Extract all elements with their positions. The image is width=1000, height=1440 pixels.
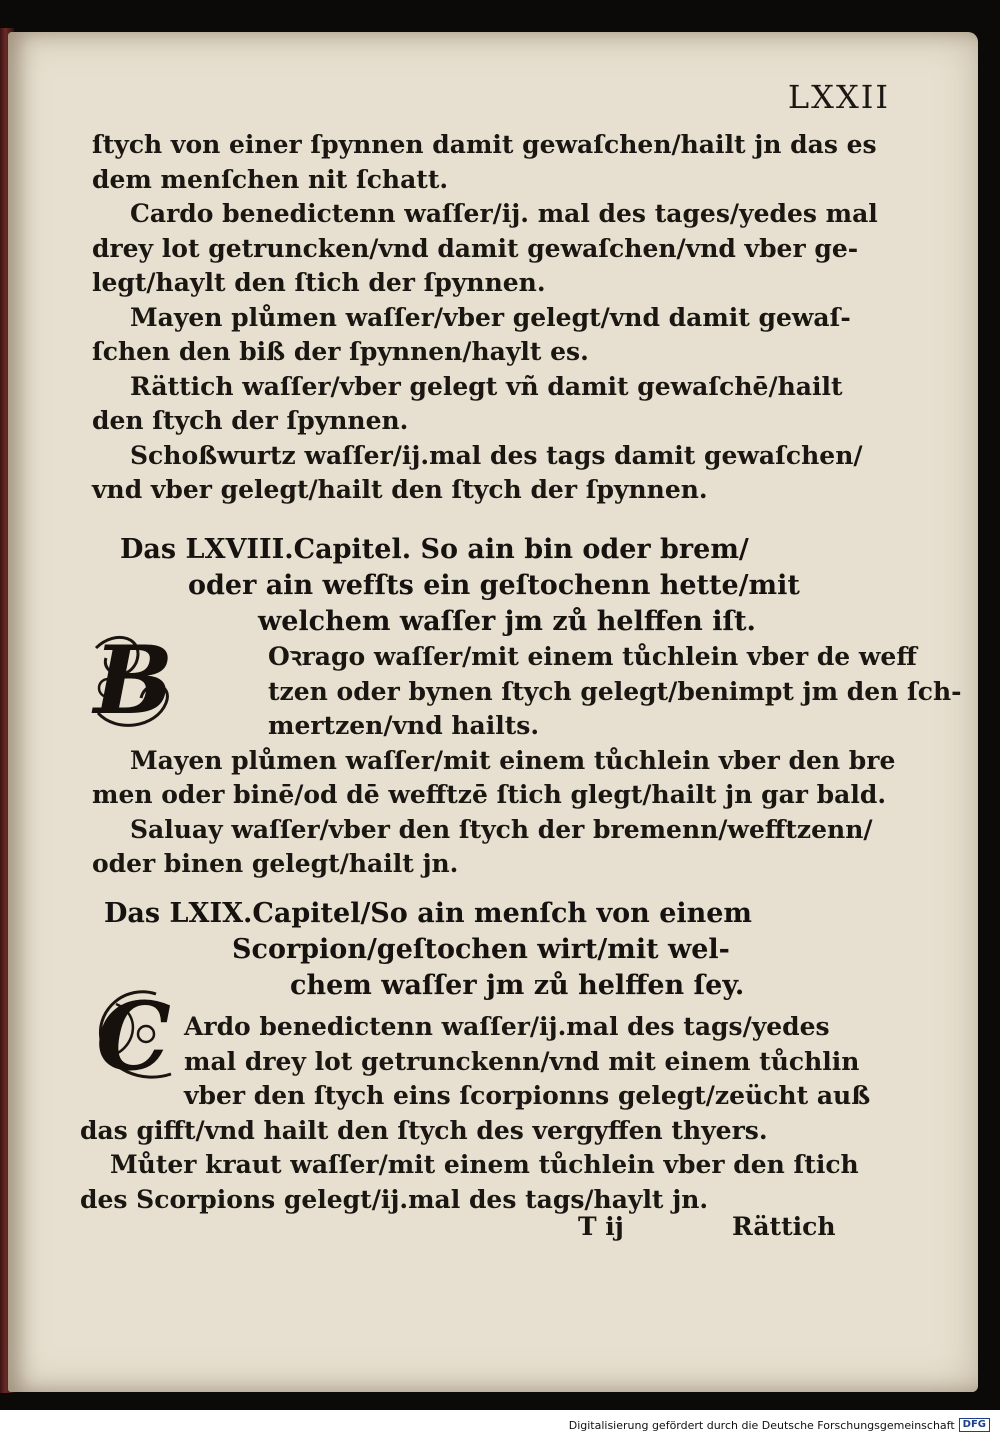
heading-line: Scorpion/geſtochen wirt/mit wel- [232,934,730,965]
chapter-68-body [92,640,962,882]
text-line: mal drey lot getrunckenn/vnd mit einem tůchlin [184,1046,860,1076]
heading-line: Das LXVIII.Capitel. So ain bin oder brem/ [120,534,749,565]
text-line: Rättich waſſer/vber gelegt vñ damit gewaſchē/hailt [130,371,843,401]
text-line: das gifft/vnd hailt den ſtych des vergyffen thyers. [80,1115,768,1145]
text-line: oder binen gelegt/hailt jn. [92,849,459,878]
folio-number: LXXII [787,78,890,116]
text-line: Mayen plůmen waſſer/mit einem tůchlein vber den bre [130,745,896,775]
text-line: dem menſchen nit ſchatt. [92,164,449,194]
text-line: ſchen den biß der ſpynnen/haylt es. [92,337,589,366]
text-line: legt/haylt den ſtich der ſpynnen. [92,268,546,297]
heading-line: chem waſſer jm zů helffen ſey. [290,970,745,1001]
heading-line: oder ain wefſts ein geſtochenn hette/mit [188,570,800,601]
chapter-69-body [80,1010,871,1217]
text-line: des Scorpions gelegt/ij.mal des tags/haylt jn. [80,1184,709,1214]
text-line: vnd vber gelegt/hailt den ſtych der ſpynnen. [92,475,708,504]
heading-line: Das LXIX.Capitel/So ain menſch von einem [104,898,752,929]
text-line: men oder binē/od dē wefftzē ſtich glegt/hailt jn gar bald. [92,780,887,809]
text-line: ſtych von einer ſpynnen damit gewaſchen/hailt jn das es [92,130,877,159]
dfg-logo: DFG [959,1418,990,1432]
text-line: Saluay waſſer/vber den ſtych der bremenn/wefftzenn/ [130,814,873,844]
text-line: Oꝛrago waſſer/mit einem tůchlein vber de weff [268,642,917,671]
text-line: vber den ſtych eins ſcorpionns gelegt/zeücht auß [184,1081,871,1110]
chapter-68-heading [92,532,872,640]
text-line: Můter kraut waſſer/mit einem tůchlein vber den ſtich [110,1150,859,1179]
catchword: Rättich [732,1212,836,1241]
text-line: den ſtych der ſpynnen. [92,406,409,435]
chapter-69-heading [104,896,884,1004]
initial-letter: B [93,625,174,736]
text-line: Schoßwurtz waſſer/ij.mal des tags damit gewaſchen/ [130,440,863,470]
signature-mark: T ij [578,1212,624,1241]
footer-bar [0,1410,1000,1440]
heading-line: welchem waſſer jm zů helffen iſt. [258,606,756,637]
text-line: Ardo benedictenn waſſer/ij.mal des tags/yedes [184,1012,830,1041]
text-line: drey lot getruncken/vnd damit gewaſchen/vnd vber ge- [92,233,859,263]
text-line: Cardo benedictenn waſſer/ij. mal des tages/yedes mal [130,199,878,228]
footer-credit: Digitalisierung gefördert durch die Deutsche Forschungsgemeinschaft [568,1418,955,1432]
text-line: mertzen/vnd hailts. [268,711,540,740]
text-line: tzen oder bynen ſtych gelegt/benimpt jm den ſch- [268,676,962,706]
initial-letter: C [96,981,171,1092]
intro-text-block [92,128,878,508]
text-line: Mayen plůmen waſſer/vber gelegt/vnd damit gewaſ- [130,302,851,332]
